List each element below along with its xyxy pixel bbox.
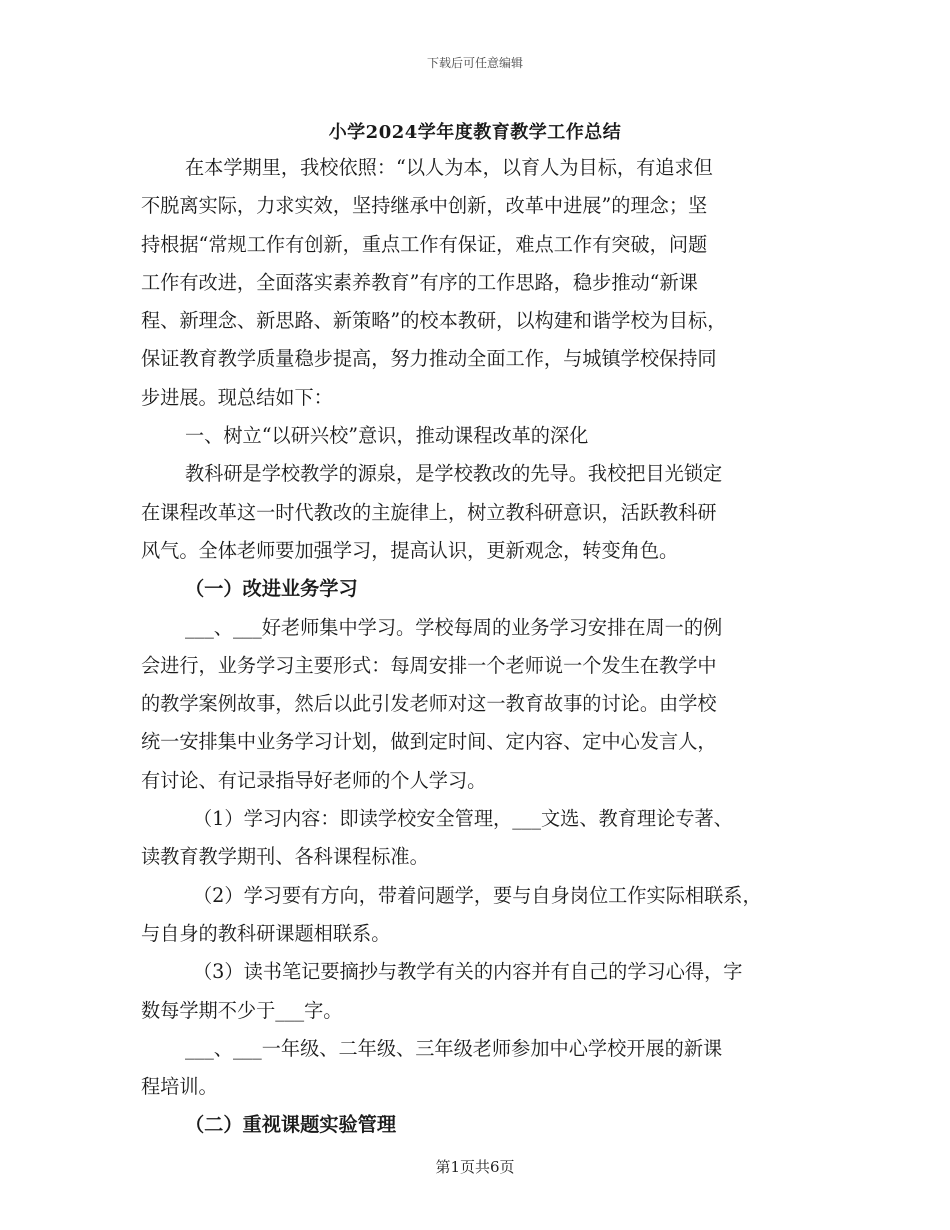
list-item-line: 读教育教学期刊、各科课程标准。 <box>141 845 429 869</box>
paragraph-line: 不脱离实际，力求实效，坚持继承中创新，改革中进展”的理念；坚 <box>141 194 708 218</box>
document-title: 小学2024学年度教育教学工作总结 <box>328 122 622 143</box>
paragraph-line: ___、___一年级、二年级、三年级老师参加中心学校开展的新课 <box>185 1036 723 1060</box>
list-item-line: （2）学习要有方向，带着问题学，要与自身岗位工作实际相联系， <box>193 883 762 907</box>
list-item-line: （1）学习内容：即读学校安全管理，___文选、教育理论专著、 <box>193 807 733 831</box>
paragraph-line: ___、___好老师集中学习。学校每周的业务学习安排在周一的例 <box>185 615 723 639</box>
paragraph-line: 持根据“常规工作有创新，重点工作有保证，难点工作有突破，问题 <box>141 232 708 256</box>
page-header-note: 下载后可任意编辑 <box>426 56 523 70</box>
subsection-heading: （一）改进业务学习 <box>185 577 358 601</box>
document-body <box>141 149 821 1145</box>
paragraph-line: 统一安排集中业务学习计划，做到定时间、定内容、定中心发言人， <box>141 730 717 754</box>
paragraph-line: 会进行，业务学习主要形式：每周安排一个老师说一个发生在教学中 <box>141 653 717 677</box>
list-item-line: 数每学期不少于___字。 <box>141 998 343 1022</box>
paragraph-line: 保证教育教学质量稳步提高，努力推动全面工作，与城镇学校保持同 <box>141 347 717 371</box>
paragraph-line: 教科研是学校教学的源泉，是学校教改的先导。我校把目光锁定 <box>185 462 723 486</box>
paragraph-line: 在课程改革这一时代教改的主旋律上，树立教科研意识，活跃教科研 <box>141 500 717 524</box>
paragraph-line: 风气。全体老师要加强学习，提高认识，更新观念，转变角色。 <box>141 538 679 562</box>
paragraph-line: 步进展。现总结如下： <box>141 385 333 409</box>
page-number-footer: 第1页共6页 <box>435 1158 515 1176</box>
paragraph-line: 有讨论、有记录指导好老师的个人学习。 <box>141 768 487 792</box>
list-item-line: 与自身的教科研课题相联系。 <box>141 921 391 945</box>
paragraph-line: 工作有改进，全面落实素养教育”有序的工作思路，稳步推动“新课 <box>141 270 698 294</box>
paragraph-line: 在本学期里，我校依照：“以人为本，以育人为目标，有追求但 <box>185 156 713 179</box>
subsection-heading: （二）重视课题实验管理 <box>185 1113 397 1137</box>
list-item-line: （3）读书笔记要摘抄与教学有关的内容并有自己的学习心得，字 <box>193 960 743 984</box>
paragraph-line: 程、新理念、新思路、新策略”的校本教研，以构建和谐学校为目标， <box>141 309 727 333</box>
section-heading: 一、树立“以研兴校”意识，推动课程改革的深化 <box>185 424 589 448</box>
paragraph-line: 程培训。 <box>141 1075 218 1099</box>
paragraph-line: 的教学案例故事，然后以此引发老师对这一教育故事的讨论。由学校 <box>141 692 717 716</box>
